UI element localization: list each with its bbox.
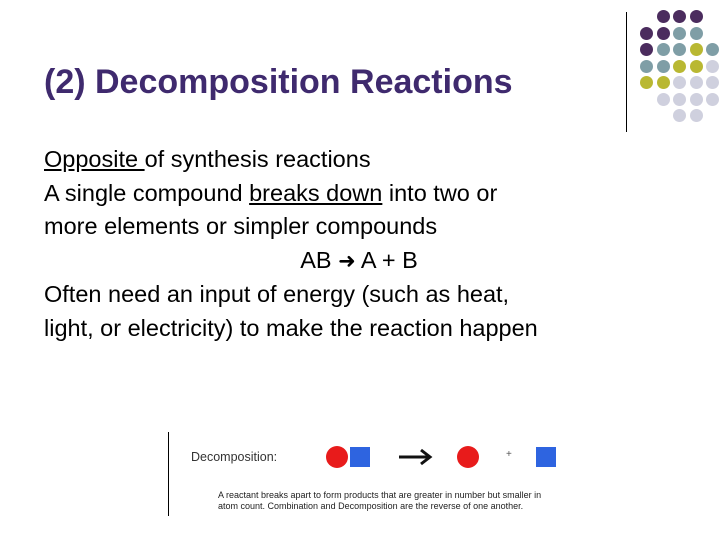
caption-line-1: A reactant breaks apart to form products that are greater in number but smaller in (218, 490, 542, 500)
bullet-line-6: light, or electricity) to make the reaction happen (44, 314, 538, 341)
decor-dot (673, 93, 686, 106)
decor-dot (657, 93, 670, 106)
reaction-arrow-icon (398, 448, 434, 466)
line-2-text-b: into two or (382, 179, 498, 206)
equation-right: A + B (355, 246, 418, 273)
equation-left: AB (300, 246, 339, 273)
decor-dot (657, 10, 670, 23)
decor-dot (657, 27, 670, 40)
reaction-equation (44, 244, 674, 279)
decor-dot (640, 76, 653, 89)
bullet-line-1 (44, 143, 684, 177)
decomposition-figure (180, 434, 600, 518)
figure-label: Decomposition: (191, 450, 278, 464)
decor-dot (640, 27, 653, 40)
decor-dot (673, 27, 686, 40)
decor-dot (657, 43, 670, 56)
decor-dot (673, 76, 686, 89)
decor-dot (706, 60, 719, 73)
decor-dot (690, 60, 703, 73)
slide-body (44, 143, 684, 345)
decor-dot (690, 109, 703, 122)
reactant-red-atom (326, 446, 348, 468)
plus-sign: + (506, 449, 512, 460)
decor-dot (657, 76, 670, 89)
decor-dot (706, 43, 719, 56)
figure-caption (218, 490, 578, 512)
caption-line-2: atom count. Combination and Decomposition are the reverse of one another. (218, 501, 524, 511)
decorative-dot-grid (640, 10, 720, 140)
decor-dot (690, 43, 703, 56)
decor-dot (690, 76, 703, 89)
product-blue-atom (536, 447, 556, 467)
bullet-line-2 (44, 177, 684, 211)
decor-dot (690, 93, 703, 106)
product-red-atom (457, 446, 479, 468)
decor-dot (690, 27, 703, 40)
decor-dot (673, 10, 686, 23)
line-2-text-a: A single compound (44, 179, 250, 206)
line-1-text: of synthesis reactions (144, 146, 371, 172)
underlined-term-opposite: Opposite (44, 146, 145, 172)
figure-divider-line (168, 432, 169, 516)
bullet-line-3: more elements or simpler compounds (44, 213, 438, 239)
reactant-blue-atom (350, 447, 370, 467)
decor-dot (657, 60, 670, 73)
decor-dot (673, 60, 686, 73)
decor-dot (640, 60, 653, 73)
title-divider-line (626, 12, 627, 132)
slide-title: (2) Decomposition Reactions (44, 63, 513, 101)
underlined-term-breaks-down: breaks down (249, 179, 383, 206)
decor-dot (706, 76, 719, 89)
decor-dot (690, 10, 703, 23)
decor-dot (706, 93, 719, 106)
decor-dot (673, 109, 686, 122)
decor-dot (640, 43, 653, 56)
decor-dot (673, 43, 686, 56)
bullet-line-5: Often need an input of energy (such as heat, (44, 281, 510, 307)
right-arrow-icon: ➜ (338, 248, 356, 273)
